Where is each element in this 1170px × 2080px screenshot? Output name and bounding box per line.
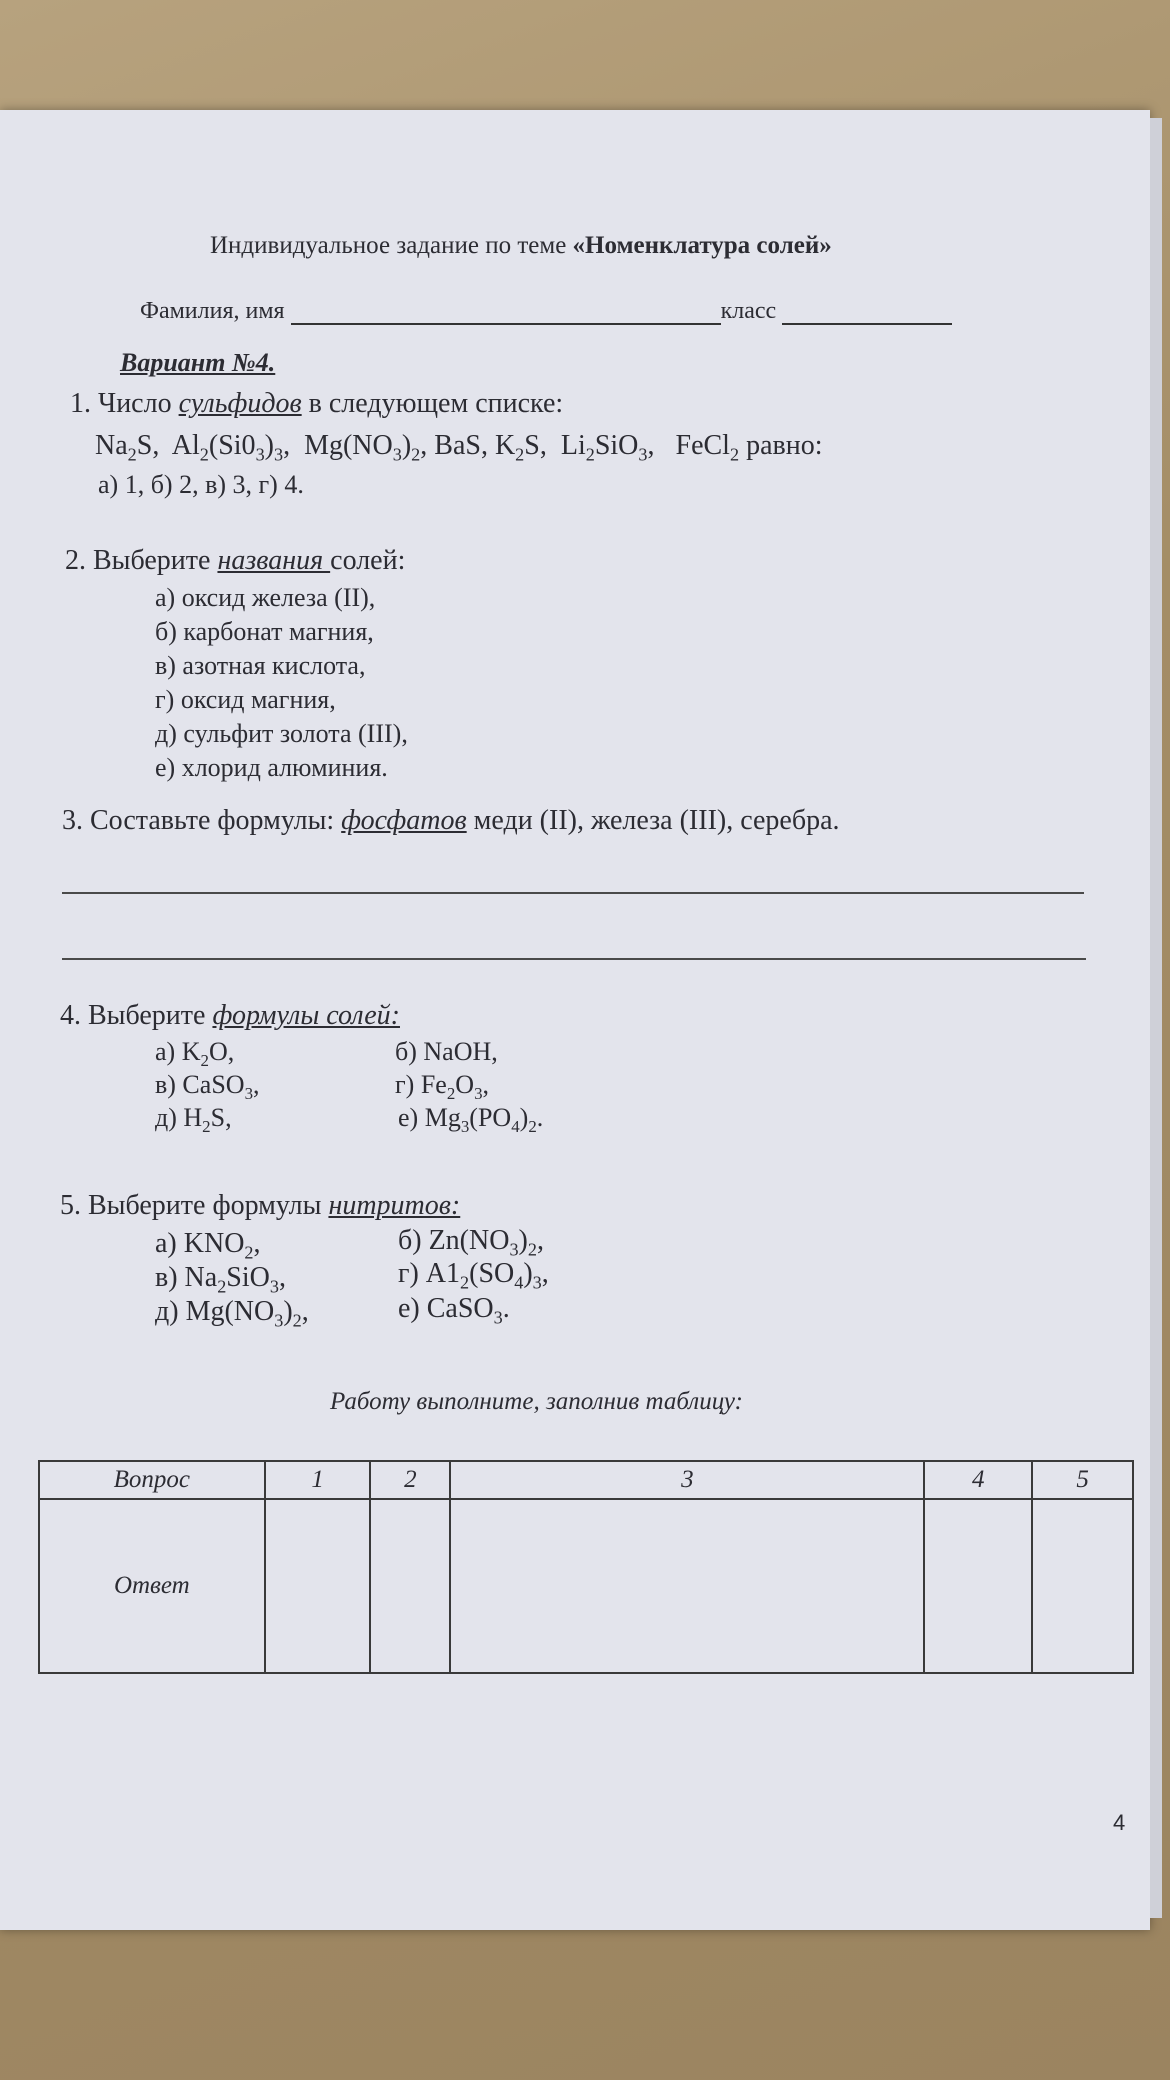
question-5-option: а) $KNO_2$,	[155, 1228, 261, 1263]
question-4-option: д) $H_2S$,	[155, 1103, 232, 1137]
keyword-nitrites: нитритов:	[328, 1190, 461, 1221]
question-5: 5. Выберите формулы нитритов:	[60, 1190, 461, 1221]
question-1-formulas: $Na_2S$, $Al_2(Si0_3)_3$, $Mg(NO_3)_2$, BaS, $K_2S$, $Li_2SiO_3$, FeCl$_2$ равно:	[95, 430, 823, 465]
question-2: 2. Выберите названия солей:	[65, 545, 406, 576]
keyword-phosphates: фосфатов	[341, 805, 467, 836]
question-2-option: г) оксид магния,	[155, 685, 336, 714]
question-2-option: в) азотная кислота,	[155, 651, 366, 680]
answer-cell[interactable]	[265, 1499, 371, 1673]
question-4-option: в) CaSO$_3$,	[155, 1070, 260, 1104]
keyword-salt-formulas: формулы солей:	[212, 1000, 400, 1031]
class-field[interactable]	[782, 323, 952, 325]
column-header: 1	[265, 1461, 371, 1499]
page-number: 4	[1113, 1810, 1126, 1835]
question-4-option: б) NaOH,	[395, 1037, 498, 1066]
column-header: 3	[450, 1461, 924, 1499]
table-header-row	[39, 1461, 1133, 1499]
question-2-option: б) карбонат магния,	[155, 617, 374, 646]
page-edge	[1150, 118, 1162, 1918]
table-answer-row	[39, 1499, 1133, 1673]
answer-cell[interactable]	[924, 1499, 1032, 1673]
question-4-option: е) $Mg_3(PO_4)_2$.	[398, 1103, 544, 1137]
variant-heading: Вариант №4.	[120, 348, 276, 377]
column-header: 4	[924, 1461, 1032, 1499]
row-label-question: Вопрос	[39, 1461, 265, 1499]
question-2-option: е) хлорид алюминия.	[155, 753, 388, 782]
question-5-option: в) $Na_2SiO_3$,	[155, 1262, 286, 1297]
class-label: класс	[720, 298, 777, 324]
question-5-option: г) $A1_2(SO_4)_3$,	[398, 1258, 549, 1293]
question-1: 1. Число сульфидов в следующем списке:	[70, 388, 564, 419]
keyword-names: названия	[217, 545, 331, 576]
keyword-sulfides: сульфидов	[178, 388, 302, 419]
question-2-option: а) оксид железа (II),	[155, 583, 376, 612]
column-header: 2	[370, 1461, 450, 1499]
question-3: 3. Составьте формулы: фосфатов меди (II), железа (III), серебра.	[62, 805, 840, 836]
name-label: Фамилия, имя	[140, 298, 285, 324]
column-header: 5	[1032, 1461, 1133, 1499]
question-4-option: а) $K_2O$,	[155, 1037, 235, 1071]
answer-line-2[interactable]	[62, 958, 1086, 960]
answer-line-1[interactable]	[62, 892, 1084, 894]
question-4-option: г) $Fe_2O_3$,	[395, 1070, 490, 1104]
answer-cell[interactable]	[450, 1499, 924, 1673]
question-5-option: д) $Mg(NO_3)_2$,	[155, 1296, 309, 1331]
answer-table	[38, 1460, 1134, 1674]
name-class-row	[140, 298, 952, 325]
question-5-option: е) CaSO$_3$.	[398, 1293, 510, 1328]
question-4: 4. Выберите формулы солей:	[60, 1000, 400, 1031]
question-1-options: а) 1, б) 2, в) 3, г) 4.	[98, 470, 304, 499]
worksheet-title: Индивидуальное задание по теме «Номенклатура солей»	[210, 232, 832, 259]
question-2-option: д) сульфит золота (III),	[155, 719, 408, 748]
question-5-option: б) $Zn(NO_3)_2$,	[398, 1225, 544, 1260]
instruction-note: Работу выполните, заполнив таблицу:	[330, 1388, 743, 1415]
answer-cell[interactable]	[1032, 1499, 1133, 1673]
name-field[interactable]	[291, 323, 721, 325]
answer-cell[interactable]	[370, 1499, 450, 1673]
row-label-answer: Ответ	[39, 1499, 265, 1673]
